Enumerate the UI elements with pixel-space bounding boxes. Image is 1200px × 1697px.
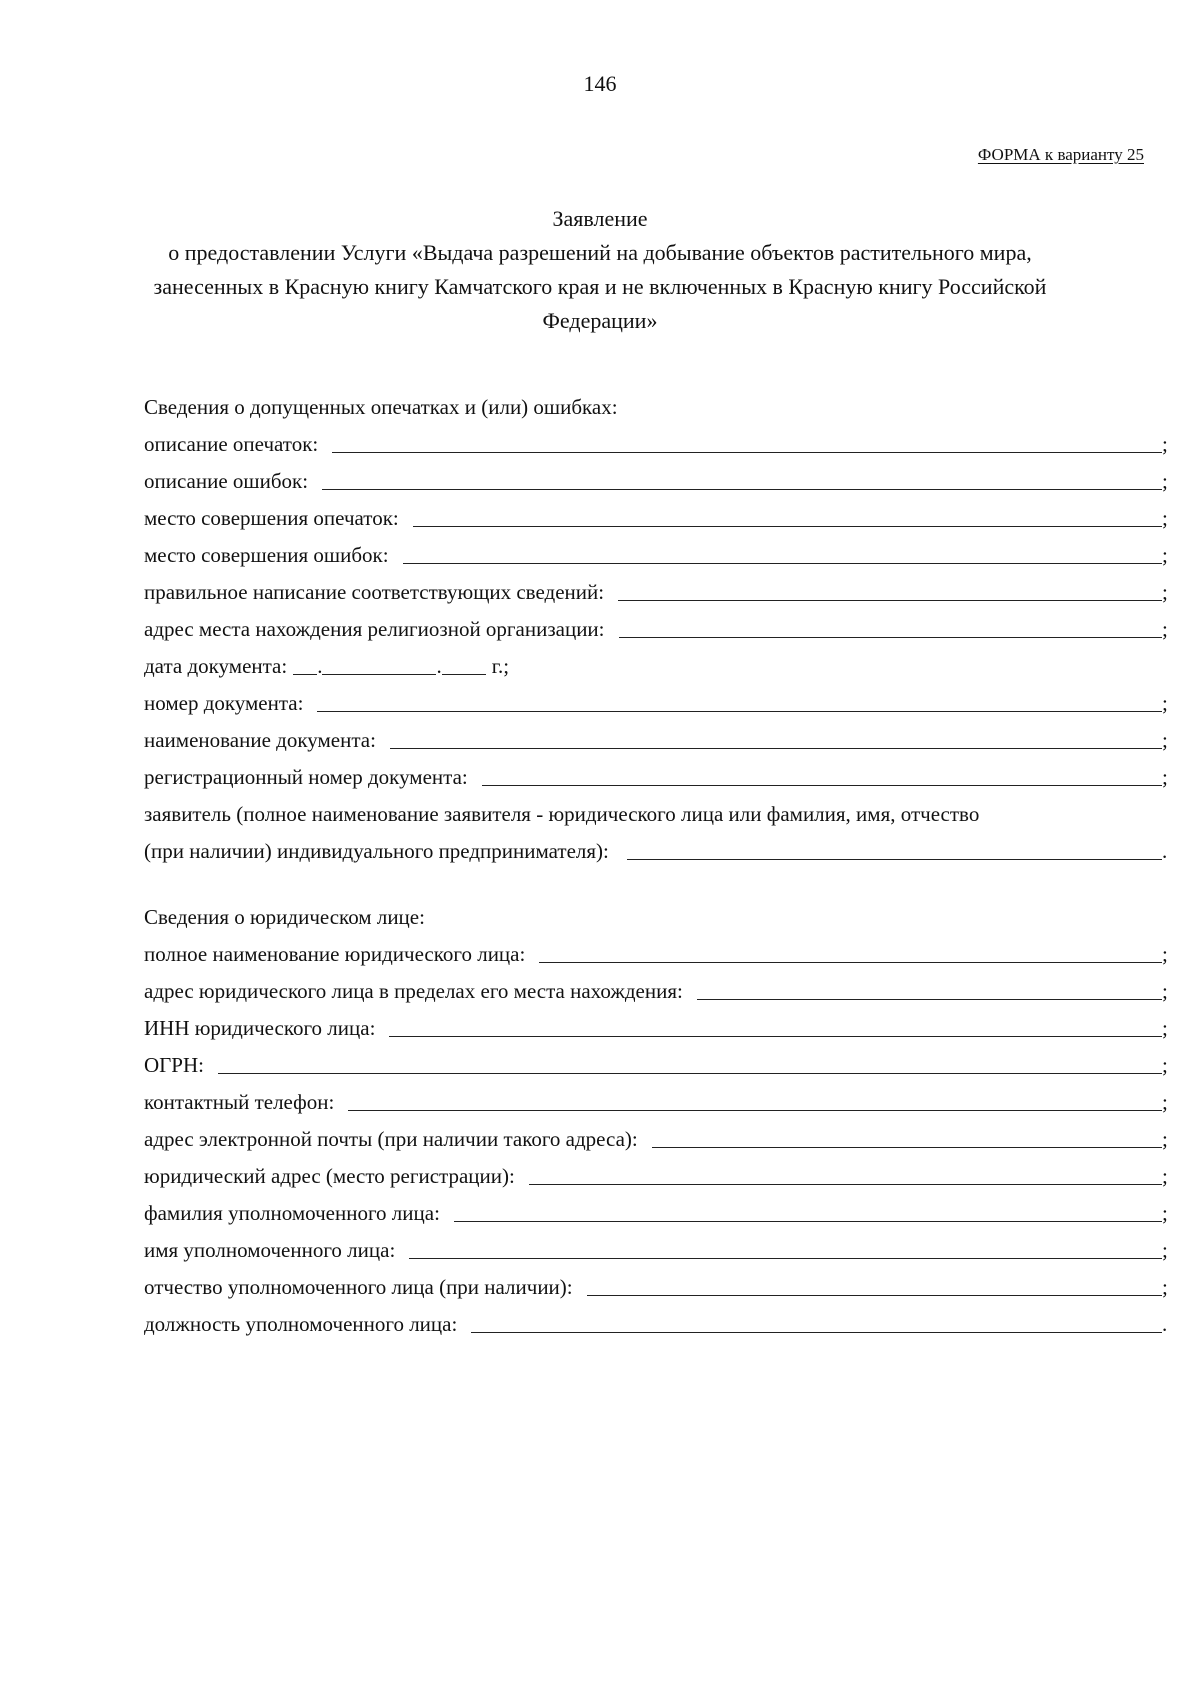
date-month-field[interactable] bbox=[322, 654, 436, 675]
field-row bbox=[144, 717, 1170, 754]
field-row bbox=[144, 1301, 1170, 1338]
field-label: описание опечаток: bbox=[144, 432, 319, 456]
contact-phone-field[interactable] bbox=[348, 1090, 1162, 1111]
field-label: наименование документа: bbox=[144, 728, 376, 752]
date-day-field[interactable] bbox=[293, 654, 317, 675]
field-label: адрес места нахождения религиозной организации: bbox=[144, 617, 605, 641]
page-number: 146 bbox=[583, 71, 617, 96]
field-row bbox=[144, 1005, 1170, 1042]
field-label: адрес юридического лица в пределах его места нахождения: bbox=[144, 979, 683, 1003]
error-description-field[interactable] bbox=[322, 469, 1162, 490]
field-label: регистрационный номер документа: bbox=[144, 765, 468, 789]
section-errors-heading: Сведения о допущенных опечатках и (или) ошибках: bbox=[144, 395, 618, 419]
title-line-3: занесенных в Красную книгу Камчатского края и не включенных в Красную книгу Российской bbox=[153, 274, 1047, 299]
document-title bbox=[120, 202, 1080, 338]
field-end: ; bbox=[1162, 543, 1168, 567]
date-suffix: г.; bbox=[491, 654, 510, 678]
ogrn-field[interactable] bbox=[218, 1053, 1162, 1074]
field-end: ; bbox=[1162, 942, 1168, 966]
legal-entity-full-name-field[interactable] bbox=[539, 942, 1162, 963]
field-label: дата документа: bbox=[144, 654, 288, 678]
field-row bbox=[144, 1153, 1170, 1190]
field-row bbox=[144, 968, 1170, 1005]
field-end: ; bbox=[1162, 432, 1168, 456]
field-label: описание ошибок: bbox=[144, 469, 309, 493]
field-label: отчество уполномоченного лица (при наличии): bbox=[144, 1275, 573, 1299]
field-row bbox=[144, 828, 1170, 865]
field-row bbox=[144, 1079, 1170, 1116]
document-date-row bbox=[144, 643, 1170, 680]
legal-address-field[interactable] bbox=[529, 1164, 1162, 1185]
field-row bbox=[144, 1264, 1170, 1301]
applicant-name-field[interactable] bbox=[627, 839, 1162, 860]
field-end: ; bbox=[1162, 469, 1168, 493]
field-label: место совершения ошибок: bbox=[144, 543, 389, 567]
field-row bbox=[144, 458, 1170, 495]
title-line-1: Заявление bbox=[552, 206, 648, 231]
title-line-2: о предоставлении Услуги «Выдача разрешений на добывание объектов растительного мира, bbox=[168, 240, 1032, 265]
field-end: ; bbox=[1162, 691, 1168, 715]
document-name-field[interactable] bbox=[390, 728, 1162, 749]
date-separator: . bbox=[436, 654, 442, 678]
representative-surname-field[interactable] bbox=[454, 1201, 1162, 1222]
field-label: контактный телефон: bbox=[144, 1090, 335, 1114]
field-end: ; bbox=[1162, 1016, 1168, 1040]
field-end: . bbox=[1162, 1312, 1168, 1336]
section-legal-entity bbox=[144, 894, 1170, 1338]
registration-number-field[interactable] bbox=[482, 765, 1162, 786]
field-end: ; bbox=[1162, 617, 1168, 641]
field-end: ; bbox=[1162, 1275, 1168, 1299]
field-label: заявитель (полное наименование заявителя - юридического лица или фамилия, имя, отчество bbox=[144, 802, 980, 826]
document-number-field[interactable] bbox=[317, 691, 1162, 712]
field-end: ; bbox=[1162, 979, 1168, 1003]
correct-spelling-field[interactable] bbox=[618, 580, 1162, 601]
field-row bbox=[144, 532, 1170, 569]
field-end: ; bbox=[1162, 1053, 1168, 1077]
representative-name-field[interactable] bbox=[409, 1238, 1162, 1259]
representative-position-field[interactable] bbox=[471, 1312, 1162, 1333]
field-row bbox=[144, 569, 1170, 606]
field-label: место совершения опечаток: bbox=[144, 506, 399, 530]
field-end: ; bbox=[1162, 580, 1168, 604]
field-label: юридический адрес (место регистрации): bbox=[144, 1164, 515, 1188]
field-end: ; bbox=[1162, 1164, 1168, 1188]
field-end: . bbox=[1162, 839, 1168, 863]
field-row bbox=[144, 421, 1170, 458]
field-row bbox=[144, 1042, 1170, 1079]
email-field[interactable] bbox=[652, 1127, 1162, 1148]
field-row bbox=[144, 606, 1170, 643]
field-row bbox=[144, 1190, 1170, 1227]
date-year-field[interactable] bbox=[442, 654, 486, 675]
field-end: ; bbox=[1162, 1090, 1168, 1114]
field-end: ; bbox=[1162, 506, 1168, 530]
field-end: ; bbox=[1162, 1238, 1168, 1262]
religious-org-address-field[interactable] bbox=[619, 617, 1162, 638]
error-location-field[interactable] bbox=[403, 543, 1162, 564]
field-row bbox=[144, 931, 1170, 968]
field-end: ; bbox=[1162, 728, 1168, 752]
field-row bbox=[144, 1227, 1170, 1264]
field-label: правильное написание соответствующих сведений: bbox=[144, 580, 605, 604]
field-end: ; bbox=[1162, 765, 1168, 789]
inn-field[interactable] bbox=[389, 1016, 1162, 1037]
typo-location-field[interactable] bbox=[413, 506, 1162, 527]
section-legal-entity-heading: Сведения о юридическом лице: bbox=[144, 905, 425, 929]
field-label: адрес электронной почты (при наличии такого адреса): bbox=[144, 1127, 638, 1151]
field-row bbox=[144, 680, 1170, 717]
field-label: ИНН юридического лица: bbox=[144, 1016, 376, 1040]
form-reference: ФОРМА к варианту 25 bbox=[977, 145, 1144, 164]
applicant-label-row bbox=[144, 791, 1170, 828]
typo-description-field[interactable] bbox=[332, 432, 1162, 453]
field-label: (при наличии) индивидуального предпринимателя): bbox=[144, 839, 609, 863]
field-label: должность уполномоченного лица: bbox=[144, 1312, 458, 1336]
field-row bbox=[144, 754, 1170, 791]
representative-patronymic-field[interactable] bbox=[587, 1275, 1162, 1296]
field-label: имя уполномоченного лица: bbox=[144, 1238, 396, 1262]
field-end: ; bbox=[1162, 1201, 1168, 1225]
legal-entity-address-field[interactable] bbox=[697, 979, 1162, 1000]
field-label: номер документа: bbox=[144, 691, 304, 715]
field-end: ; bbox=[1162, 1127, 1168, 1151]
date-separator: . bbox=[317, 654, 323, 678]
field-label: полное наименование юридического лица: bbox=[144, 942, 526, 966]
field-label: ОГРН: bbox=[144, 1053, 204, 1077]
field-label: фамилия уполномоченного лица: bbox=[144, 1201, 440, 1225]
title-line-4: Федерации» bbox=[542, 308, 658, 333]
field-row bbox=[144, 495, 1170, 532]
section-errors bbox=[144, 384, 1170, 865]
field-row bbox=[144, 1116, 1170, 1153]
